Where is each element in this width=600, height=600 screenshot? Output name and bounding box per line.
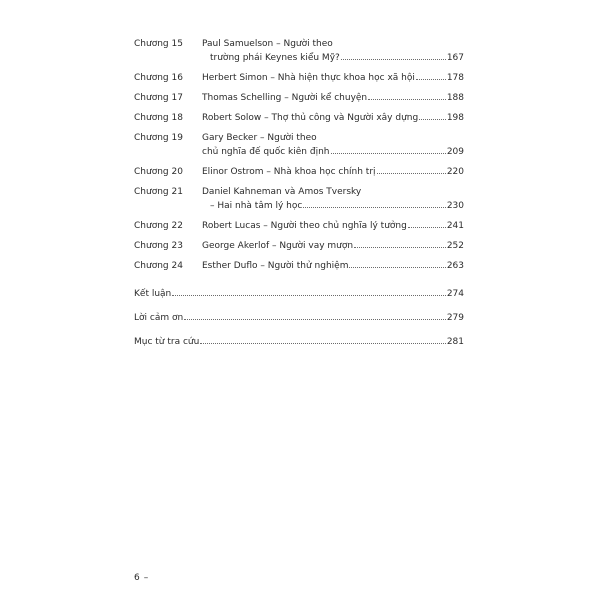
chapter-title-line — [202, 165, 464, 179]
page-number: 281 — [446, 337, 464, 347]
chapter-title — [202, 111, 464, 125]
dot-leader — [341, 59, 446, 60]
chapter-number: Chương 22 — [134, 221, 183, 231]
chapter-number: Chương 23 — [134, 241, 183, 251]
dot-leader — [184, 319, 446, 320]
dot-leader — [377, 173, 446, 174]
chapter-title-text: Gary Becker – Người theo — [202, 133, 317, 143]
chapter-title-text: Robert Lucas – Người theo chủ nghĩa lý tưởng — [202, 221, 407, 231]
page-number: 241 — [446, 221, 464, 231]
dot-leader — [408, 227, 446, 228]
chapter-title-line — [202, 219, 464, 233]
chapter-number: Chương 18 — [134, 113, 183, 123]
page-number: 198 — [446, 113, 464, 123]
entry-title: Mục từ tra cứu — [134, 337, 200, 347]
chapter-title-line — [202, 71, 464, 85]
chapter-title — [202, 131, 464, 159]
chapter-title — [202, 37, 464, 65]
dot-leader — [172, 295, 446, 296]
toc-entry-chapter-20 — [134, 165, 464, 179]
chapter-number: Chương 15 — [134, 39, 183, 49]
page-number: 230 — [446, 201, 464, 211]
chapter-title-line — [202, 37, 464, 51]
chapter-number: Chương 20 — [134, 167, 183, 177]
toc-entry-index — [134, 335, 464, 349]
chapter-title-line — [202, 259, 464, 273]
chapter-title-text: Herbert Simon – Nhà hiện thực khoa học xã hội — [202, 73, 415, 83]
toc-entry-chapter-23 — [134, 239, 464, 253]
table-of-contents — [134, 37, 464, 359]
toc-entry-acknowledgements — [134, 311, 464, 325]
chapter-title — [202, 91, 464, 105]
page-number: 188 — [446, 93, 464, 103]
chapter-number: Chương 21 — [134, 187, 183, 197]
chapter-title-text: – Hai nhà tâm lý học — [210, 201, 303, 211]
chapter-title — [202, 219, 464, 233]
toc-entry-chapter-24 — [134, 259, 464, 273]
page-number: 220 — [446, 167, 464, 177]
dot-leader — [303, 207, 446, 208]
chapter-title-line — [202, 239, 464, 253]
chapter-title-line — [202, 131, 464, 145]
chapter-title-line — [202, 199, 464, 213]
entry-title: Kết luận — [134, 289, 172, 299]
chapter-title — [202, 165, 464, 179]
page-number: 167 — [446, 53, 464, 63]
chapter-number: Chương 17 — [134, 93, 183, 103]
chapter-title-text: Elinor Ostrom – Nhà khoa học chính trị — [202, 167, 376, 177]
page-number: 209 — [446, 147, 464, 157]
toc-entry-chapter-18 — [134, 111, 464, 125]
dot-leader — [349, 267, 445, 268]
page-number: 274 — [446, 289, 464, 299]
page-number: 279 — [446, 313, 464, 323]
toc-entry-chapter-19 — [134, 131, 464, 159]
dot-leader — [419, 119, 446, 120]
chapter-title-text: Robert Solow – Thợ thủ công và Người xây dựng — [202, 113, 419, 123]
chapter-title-line — [202, 51, 464, 65]
footer-page-number: 6 — [134, 573, 140, 583]
dot-leader — [416, 79, 446, 80]
chapter-number: Chương 24 — [134, 261, 183, 271]
toc-entry-conclusion — [134, 287, 464, 301]
dot-leader — [200, 343, 445, 344]
chapter-number: Chương 16 — [134, 73, 183, 83]
chapter-title — [202, 185, 464, 213]
chapter-title-text: Paul Samuelson – Người theo — [202, 39, 333, 49]
footer-dash: – — [143, 573, 149, 583]
chapter-title-text: trường phái Keynes kiểu Mỹ? — [210, 53, 340, 63]
chapter-title — [202, 71, 464, 85]
chapter-title-text: Daniel Kahneman và Amos Tversky — [202, 187, 362, 197]
chapter-title-text: chủ nghĩa đế quốc kiên định — [202, 147, 330, 157]
chapter-title-line — [202, 91, 464, 105]
chapter-title — [202, 259, 464, 273]
page-number: 263 — [446, 261, 464, 271]
chapter-title-text: George Akerlof – Người vay mượn — [202, 241, 354, 251]
back-matter — [134, 287, 464, 349]
toc-entry-chapter-17 — [134, 91, 464, 105]
dot-leader — [331, 153, 446, 154]
toc-entry-chapter-22 — [134, 219, 464, 233]
chapter-title-text: Thomas Schelling – Người kể chuyện — [202, 93, 368, 103]
chapter-title-line — [202, 185, 464, 199]
page-footer — [134, 573, 148, 583]
chapter-title-line — [202, 145, 464, 159]
chapter-title-text: Esther Duflo – Người thử nghiệm — [202, 261, 349, 271]
chapter-number: Chương 19 — [134, 133, 183, 143]
toc-entry-chapter-21 — [134, 185, 464, 213]
dot-leader — [354, 247, 446, 248]
page-number: 252 — [446, 241, 464, 251]
toc-entry-chapter-16 — [134, 71, 464, 85]
entry-title: Lời cảm ơn — [134, 313, 184, 323]
chapter-title — [202, 239, 464, 253]
chapter-title-line — [202, 111, 464, 125]
page-number: 178 — [446, 73, 464, 83]
toc-entry-chapter-15 — [134, 37, 464, 65]
dot-leader — [368, 99, 446, 100]
